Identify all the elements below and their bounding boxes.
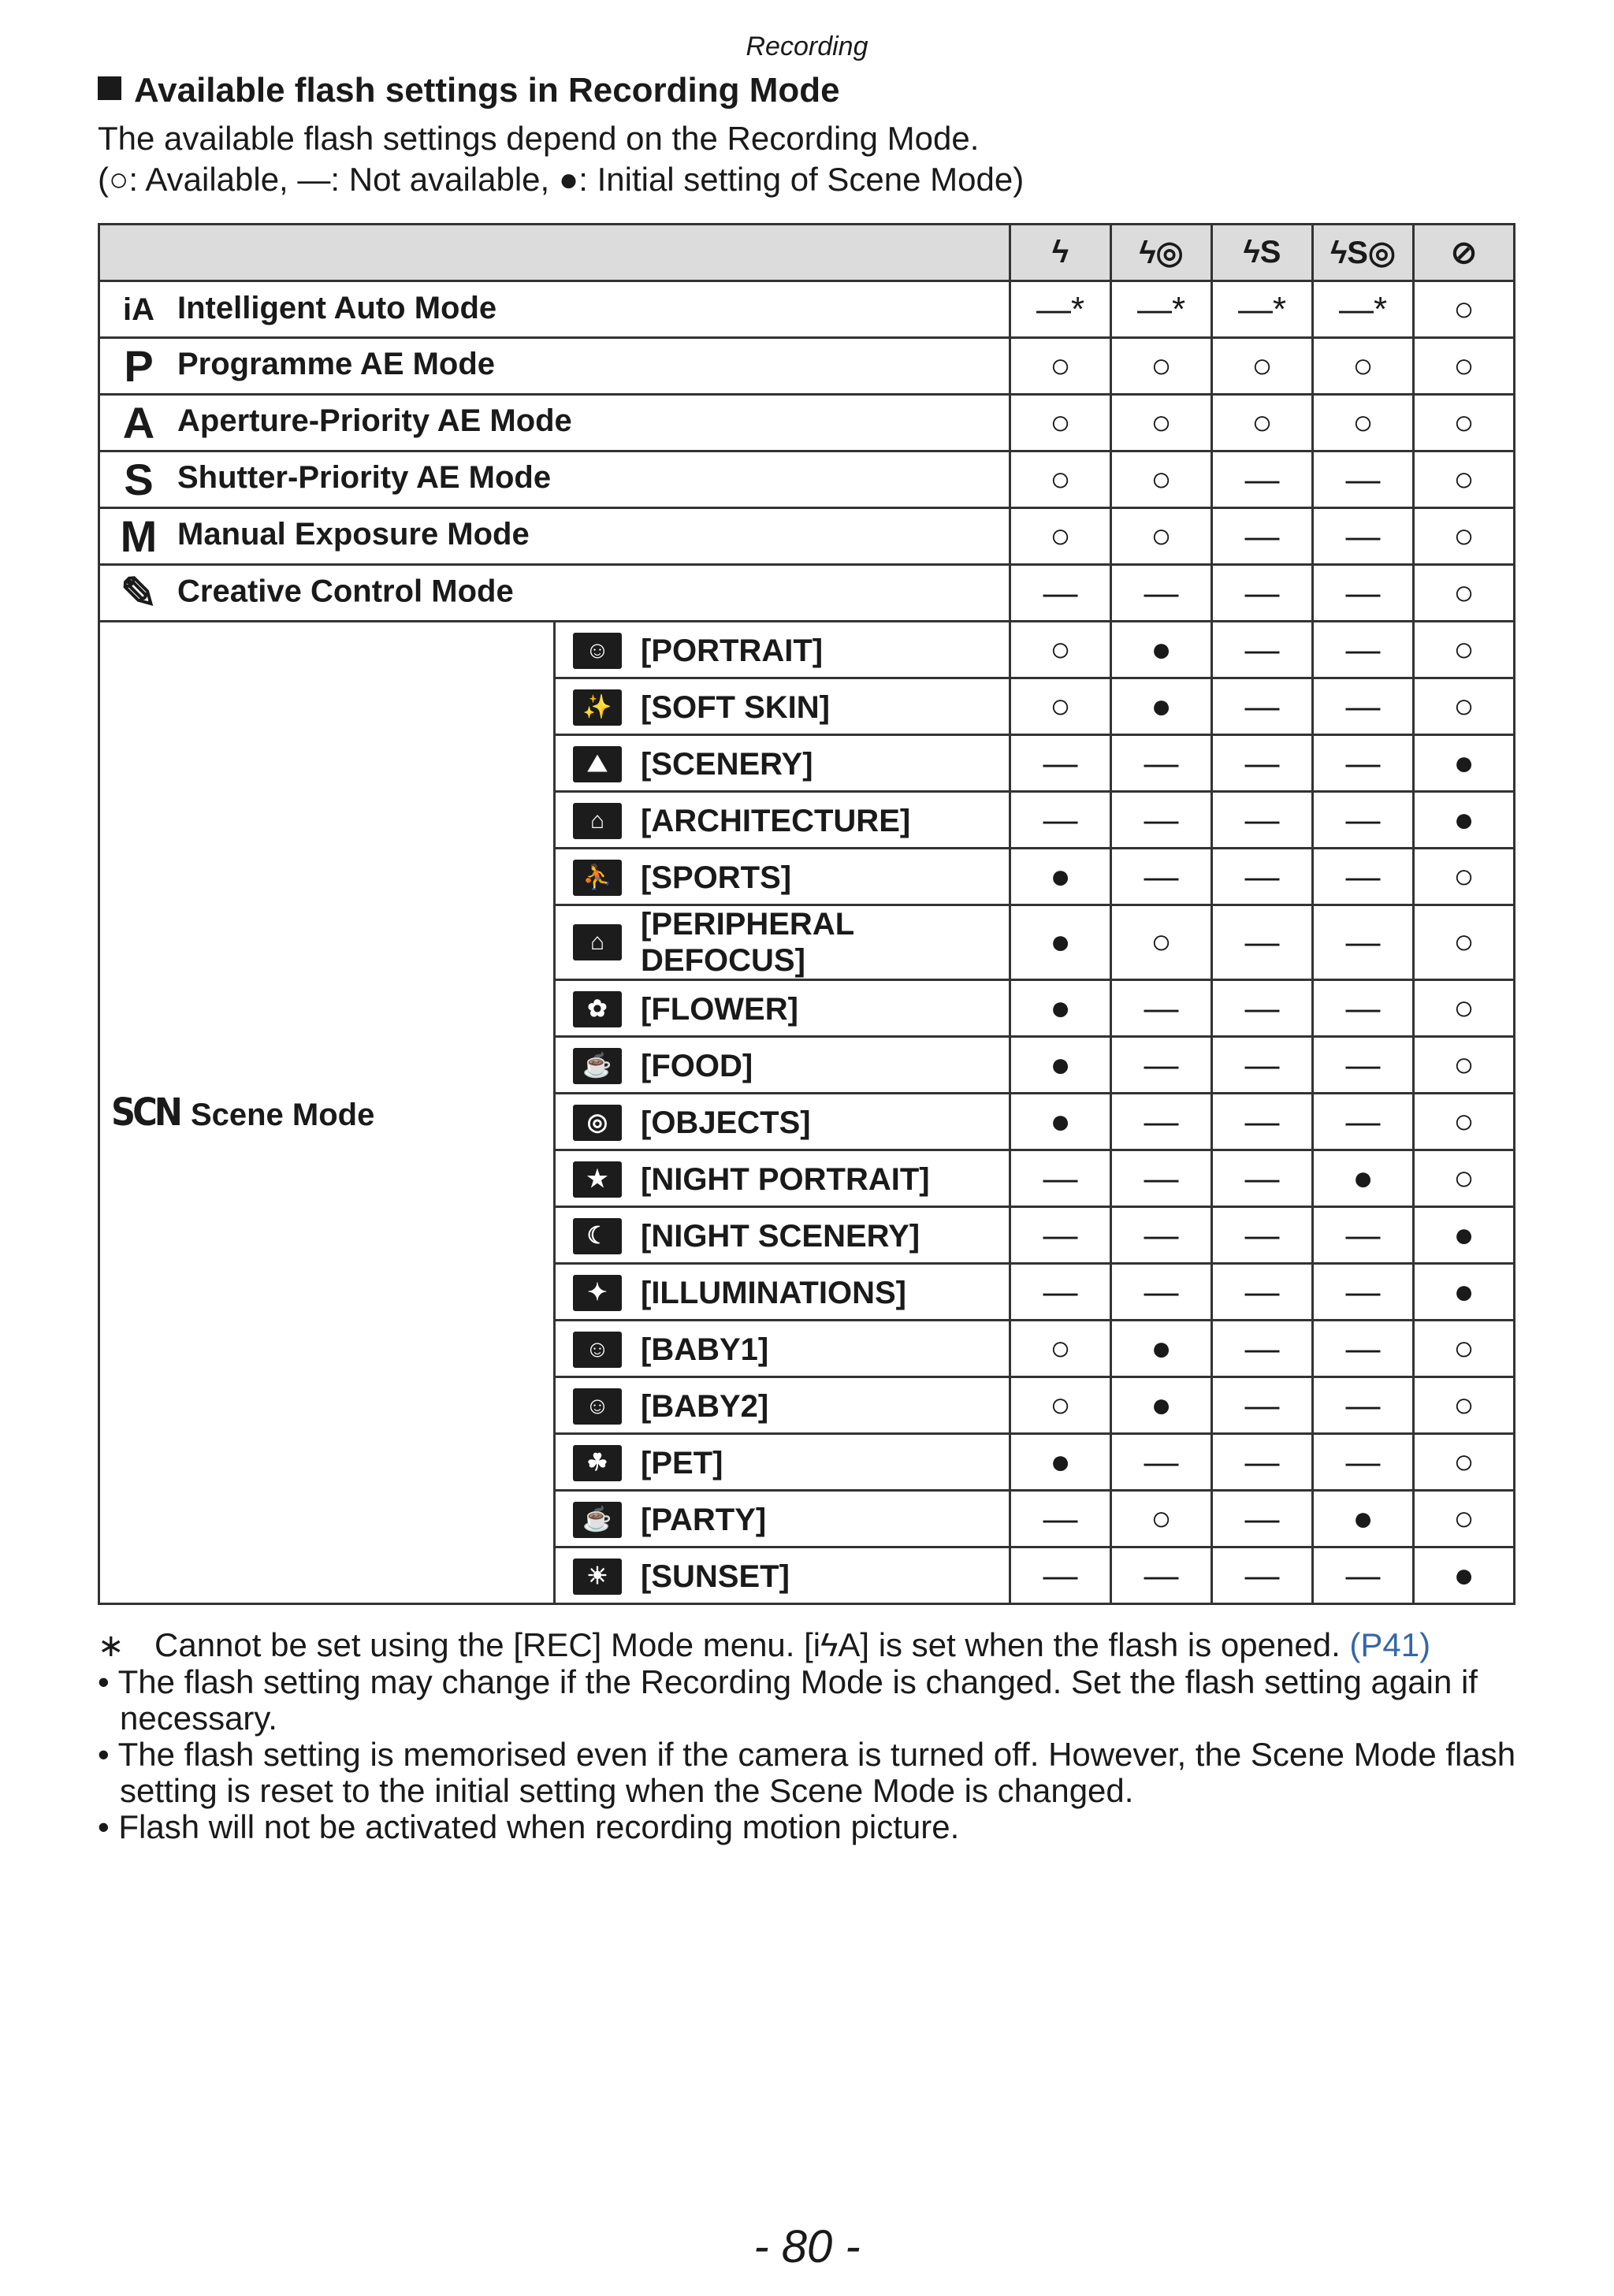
flash-value-cell: ○ [1111, 905, 1212, 980]
flash-value-cell: —* [1212, 281, 1313, 338]
flash-value-cell: — [1313, 622, 1414, 678]
flash-settings-table [98, 223, 1515, 1605]
flash-value-cell: — [1313, 905, 1414, 980]
scene-icon: ☺ [573, 1388, 622, 1425]
scene-cell [555, 622, 1010, 678]
flash-value-cell: — [1212, 451, 1313, 508]
flash-value-cell: ○ [1010, 508, 1111, 565]
flash-value-cell: ○ [1111, 508, 1212, 565]
flash-value-cell: — [1212, 849, 1313, 905]
footnote [98, 1627, 1516, 1664]
mode-row [99, 281, 1515, 338]
flash-value-cell: ○ [1010, 451, 1111, 508]
flash-value-cell: — [1313, 792, 1414, 849]
flash-value-cell: — [1212, 1491, 1313, 1547]
flash-value-cell: — [1010, 1264, 1111, 1321]
flash-value-cell: — [1111, 1434, 1212, 1491]
header-blank-cell [99, 225, 1010, 281]
square-bullet-icon [98, 76, 121, 100]
scene-cell [555, 1434, 1010, 1491]
flash-value-cell: ○ [1414, 678, 1515, 735]
scene-icon: ⛹ [573, 860, 622, 896]
note-bullet-3: • Flash will not be activated when recording motion picture. [98, 1808, 960, 1845]
flash-value-cell: — [1212, 508, 1313, 565]
flash-value-cell: ○ [1010, 678, 1111, 735]
flash-value-cell: — [1212, 678, 1313, 735]
flash-value-cell: — [1212, 1150, 1313, 1207]
flash-value-cell: — [1313, 1321, 1414, 1377]
flash-value-cell: ○ [1414, 508, 1515, 565]
scene-icon: ⛰ [573, 746, 622, 782]
flash-value-cell: — [1313, 1547, 1414, 1604]
flash-value-cell: ● [1414, 1547, 1515, 1604]
flash-value-cell: ○ [1414, 395, 1515, 451]
scene-mode-cell [99, 622, 555, 1604]
flash-value-cell: — [1212, 905, 1313, 980]
mode-label: Programme AE Mode [177, 347, 496, 382]
flash-value-cell: ● [1010, 1094, 1111, 1150]
scene-cell [555, 792, 1010, 849]
flash-value-cell: — [1313, 1434, 1414, 1491]
mode-icon: ✎ [120, 567, 158, 618]
scene-icon: ☾ [573, 1218, 622, 1254]
flash-value-cell: — [1111, 1150, 1212, 1207]
flash-value-cell: —* [1313, 281, 1414, 338]
scene-label: [SUNSET] [641, 1559, 790, 1594]
flash-value-cell: ○ [1414, 1094, 1515, 1150]
flash-value-cell: ● [1111, 678, 1212, 735]
flash-value-cell: ○ [1414, 565, 1515, 622]
footnote-text: Cannot be set using the [REC] Mode menu. [iϟA] is set when the flash is opened. [154, 1626, 1341, 1663]
flash-value-cell: ○ [1414, 1321, 1515, 1377]
scn-icon: SCN [111, 1090, 180, 1135]
scene-cell [555, 1547, 1010, 1604]
page-reference-link[interactable]: (P41) [1349, 1626, 1431, 1663]
flash-value-cell: — [1111, 735, 1212, 792]
flash-value-cell: ○ [1414, 1377, 1515, 1434]
scene-icon: ✨ [573, 689, 622, 726]
notes [98, 1627, 1516, 1845]
scene-label: [PARTY] [641, 1502, 767, 1537]
flash-value-cell: — [1111, 1207, 1212, 1264]
flash-value-cell: — [1010, 1207, 1111, 1264]
scene-cell [555, 1377, 1010, 1434]
flash-value-cell: — [1212, 1094, 1313, 1150]
flash-value-cell: ○ [1010, 395, 1111, 451]
flash-value-cell: — [1212, 565, 1313, 622]
scene-cell [555, 1037, 1010, 1094]
flash-value-cell: ● [1111, 1377, 1212, 1434]
flash-value-cell: — [1212, 735, 1313, 792]
scene-cell [555, 1207, 1010, 1264]
flash-value-cell: ○ [1414, 622, 1515, 678]
flash-value-cell: ○ [1414, 1491, 1515, 1547]
asterisk-icon: ∗ [98, 1629, 125, 1663]
scene-icon: ★ [573, 1161, 622, 1198]
flash-value-cell: ● [1111, 622, 1212, 678]
flash-value-cell: — [1010, 1491, 1111, 1547]
scene-icon: ☘ [573, 1445, 622, 1481]
flash-value-cell: — [1111, 980, 1212, 1037]
flash-value-cell: — [1212, 1547, 1313, 1604]
flash-value-cell: — [1313, 980, 1414, 1037]
mode-cell [99, 508, 1010, 565]
flash-value-cell: — [1010, 565, 1111, 622]
flash-value-cell: — [1010, 735, 1111, 792]
scene-label: [ILLUMINATIONS] [641, 1275, 906, 1310]
flash-value-cell: ○ [1313, 338, 1414, 395]
scene-cell [555, 1150, 1010, 1207]
scene-cell [555, 905, 1010, 980]
flash-value-cell: ● [1010, 905, 1111, 980]
scene-label: [FLOWER] [641, 991, 798, 1027]
mode-label: Shutter-Priority AE Mode [177, 460, 552, 496]
mode-icon: M [120, 511, 158, 561]
scene-label: [ARCHITECTURE] [641, 803, 911, 838]
mode-cell [99, 395, 1010, 451]
flash-slow-sync-icon: ϟS [1212, 225, 1313, 281]
flash-value-cell: — [1212, 1264, 1313, 1321]
flash-value-cell: — [1212, 1037, 1313, 1094]
flash-value-cell: — [1212, 1321, 1313, 1377]
section-title-text: Available flash settings in Recording Mode [134, 71, 840, 110]
scene-icon: ☺ [573, 633, 622, 669]
flash-value-cell: ○ [1414, 1037, 1515, 1094]
mode-row [99, 451, 1515, 508]
scene-cell [555, 980, 1010, 1037]
mode-row [99, 565, 1515, 622]
flash-value-cell: ○ [1414, 451, 1515, 508]
flash-value-cell: — [1212, 1434, 1313, 1491]
flash-value-cell: — [1313, 451, 1414, 508]
flash-value-cell: ○ [1212, 395, 1313, 451]
flash-value-cell: ○ [1111, 1491, 1212, 1547]
scene-label: [PERIPHERAL DEFOCUS] [641, 907, 854, 978]
scene-cell [555, 1321, 1010, 1377]
mode-cell [99, 565, 1010, 622]
mode-cell [99, 281, 1010, 338]
flash-forced-on-icon: ϟ [1010, 225, 1111, 281]
flash-value-cell: ○ [1010, 338, 1111, 395]
flash-value-cell: ○ [1414, 338, 1515, 395]
scene-label: [SPORTS] [641, 860, 792, 895]
flash-forced-on-redeye-icon: ϟ◎ [1111, 225, 1212, 281]
flash-value-cell: — [1010, 1547, 1111, 1604]
scene-label: [SOFT SKIN] [641, 689, 830, 725]
scene-icon: ⌂ [573, 803, 622, 839]
scene-label: [PORTRAIT] [641, 633, 824, 668]
intro-text [98, 118, 1024, 200]
flash-value-cell: — [1111, 1264, 1212, 1321]
scene-icon: ◎ [573, 1105, 622, 1141]
flash-value-cell: ● [1111, 1321, 1212, 1377]
note-bullet-2: • The flash setting is memorised even if the camera is turned off. However, the Scene Mode flash setting is reset to the initial setting when the Scene Mode is changed. [98, 1736, 1516, 1809]
mode-icon: A [122, 398, 155, 448]
flash-value-cell: — [1313, 1037, 1414, 1094]
scene-label: [SCENERY] [641, 746, 813, 782]
scene-icon: ⌂ [573, 924, 622, 960]
flash-value-cell: ● [1313, 1150, 1414, 1207]
mode-row [99, 395, 1515, 451]
flash-value-cell: — [1212, 622, 1313, 678]
flash-value-cell: — [1111, 792, 1212, 849]
flash-value-cell: ○ [1414, 905, 1515, 980]
scene-icon: ☕ [573, 1502, 622, 1538]
flash-value-cell: — [1010, 1150, 1111, 1207]
flash-value-cell: — [1313, 735, 1414, 792]
flash-value-cell: ○ [1010, 1321, 1111, 1377]
mode-icon: S [124, 455, 154, 504]
flash-value-cell: — [1212, 1377, 1313, 1434]
flash-value-cell: ○ [1111, 395, 1212, 451]
mode-row [99, 338, 1515, 395]
scene-label: [BABY2] [641, 1388, 769, 1424]
flash-value-cell: — [1111, 1094, 1212, 1150]
mode-cell [99, 451, 1010, 508]
flash-value-cell: —* [1010, 281, 1111, 338]
flash-value-cell: — [1212, 792, 1313, 849]
mode-icon: P [124, 341, 154, 391]
flash-value-cell: — [1313, 849, 1414, 905]
scene-label: [FOOD] [641, 1048, 753, 1083]
flash-value-cell: — [1111, 1037, 1212, 1094]
flash-value-cell: ○ [1111, 338, 1212, 395]
scene-cell [555, 1491, 1010, 1547]
scene-cell [555, 1094, 1010, 1150]
flash-value-cell: ● [1414, 735, 1515, 792]
scene-label: [BABY1] [641, 1332, 769, 1367]
flash-value-cell: ● [1414, 792, 1515, 849]
flash-value-cell: — [1313, 1094, 1414, 1150]
scene-label: [PET] [641, 1445, 723, 1481]
flash-value-cell: ○ [1010, 1377, 1111, 1434]
flash-value-cell: — [1212, 1207, 1313, 1264]
intro-line-2: (○: Available, —: Not available, ●: Initial setting of Scene Mode) [98, 161, 1025, 198]
flash-value-cell: ○ [1010, 622, 1111, 678]
flash-value-cell: ● [1010, 980, 1111, 1037]
scene-label: [OBJECTS] [641, 1105, 811, 1140]
flash-value-cell: ○ [1111, 451, 1212, 508]
scene-mode-label: Scene Mode [190, 1098, 375, 1132]
scene-cell [555, 735, 1010, 792]
flash-value-cell: — [1010, 792, 1111, 849]
scene-icon: ☺ [573, 1332, 622, 1368]
mode-cell [99, 338, 1010, 395]
mode-label: Manual Exposure Mode [177, 517, 530, 552]
table-header-row [99, 225, 1515, 281]
flash-value-cell: ○ [1414, 980, 1515, 1037]
flash-value-cell: ○ [1414, 849, 1515, 905]
flash-value-cell: — [1313, 508, 1414, 565]
mode-label: Aperture-Priority AE Mode [177, 403, 572, 439]
flash-value-cell: ○ [1414, 1434, 1515, 1491]
flash-value-cell: ● [1010, 1037, 1111, 1094]
scene-icon: ☀ [573, 1559, 622, 1595]
flash-value-cell: ○ [1212, 338, 1313, 395]
scene-icon: ✿ [573, 991, 622, 1027]
flash-value-cell: — [1313, 565, 1414, 622]
scene-cell [555, 678, 1010, 735]
mode-icon: iA [123, 292, 154, 327]
flash-value-cell: — [1313, 1264, 1414, 1321]
flash-value-cell: — [1313, 1377, 1414, 1434]
scene-icon: ✦ [573, 1275, 622, 1311]
flash-value-cell: ● [1414, 1207, 1515, 1264]
flash-value-cell: ○ [1414, 1150, 1515, 1207]
flash-value-cell: — [1212, 980, 1313, 1037]
flash-value-cell: ● [1010, 1434, 1111, 1491]
scene-label: [NIGHT SCENERY] [641, 1218, 920, 1254]
flash-value-cell: ● [1010, 849, 1111, 905]
flash-value-cell: — [1111, 849, 1212, 905]
flash-slow-sync-redeye-icon: ϟS◎ [1313, 225, 1414, 281]
flash-value-cell: ● [1414, 1264, 1515, 1321]
mode-label: Intelligent Auto Mode [177, 291, 497, 326]
page-header: Recording [746, 32, 868, 61]
flash-value-cell: ○ [1313, 395, 1414, 451]
page-number: - 80 - [753, 2221, 861, 2272]
flash-value-cell: — [1111, 565, 1212, 622]
flash-value-cell: ● [1313, 1491, 1414, 1547]
note-bullet-1: • The flash setting may change if the Recording Mode is changed. Set the flash setting again if necessary. [98, 1663, 1478, 1737]
scene-label: [NIGHT PORTRAIT] [641, 1161, 930, 1197]
flash-value-cell: — [1111, 1547, 1212, 1604]
scene-row [99, 622, 1515, 678]
mode-row [99, 508, 1515, 565]
intro-line-1: The available flash settings depend on the Recording Mode. [98, 120, 980, 157]
flash-value-cell: — [1313, 678, 1414, 735]
flash-value-cell: —* [1111, 281, 1212, 338]
flash-forced-off-icon: ⊘ [1414, 225, 1515, 281]
mode-label: Creative Control Mode [177, 574, 514, 609]
scene-icon: ☕ [573, 1048, 622, 1084]
flash-value-cell: ○ [1414, 281, 1515, 338]
scene-cell [555, 849, 1010, 905]
flash-value-cell: — [1313, 1207, 1414, 1264]
section-title [98, 71, 840, 110]
scene-cell [555, 1264, 1010, 1321]
